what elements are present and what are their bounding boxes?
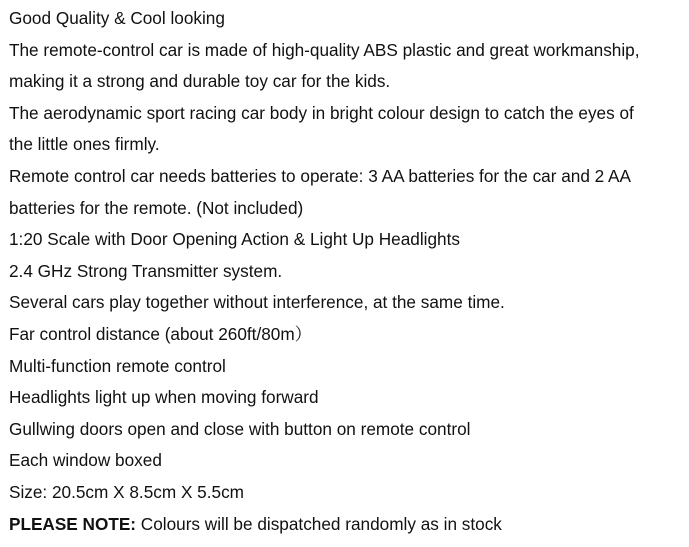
feature-line: Each window boxed (9, 450, 162, 471)
feature-line: Multi-function remote control (9, 355, 226, 376)
description-line: the little ones firmly. (9, 134, 160, 155)
feature-line: Headlights light up when moving forward (9, 387, 319, 408)
description-line: Remote control car needs batteries to operate: 3 AA batteries for the car and 2 AA (9, 165, 631, 186)
size-line: Size: 20.5cm X 8.5cm X 5.5cm (9, 481, 244, 502)
please-note (9, 509, 685, 541)
description-line: making it a strong and durable toy car for the kids. (9, 71, 391, 92)
please-note-text: Colours will be dispatched randomly as in stock (136, 513, 502, 534)
please-note-label: PLEASE NOTE: (9, 513, 137, 534)
feature-line: 2.4 GHz Strong Transmitter system. (9, 260, 283, 281)
description-line: batteries for the remote. (Not included) (9, 197, 304, 218)
feature-heading: Good Quality & Cool looking (9, 8, 225, 28)
description-line: The aerodynamic sport racing car body in bright colour design to catch the eyes of (9, 102, 634, 123)
description-line: The remote-control car is made of high-quality ABS plastic and great workmanship, (9, 39, 640, 60)
feature-line: Several cars play together without interference, at the same time. (9, 292, 505, 313)
feature-line: Far control distance (about 260ft/80m） (9, 323, 312, 344)
product-description (9, 3, 685, 540)
feature-line: Gullwing doors open and close with button on remote control (9, 418, 471, 439)
feature-line: 1:20 Scale with Door Opening Action & Light Up Headlights (9, 229, 460, 250)
